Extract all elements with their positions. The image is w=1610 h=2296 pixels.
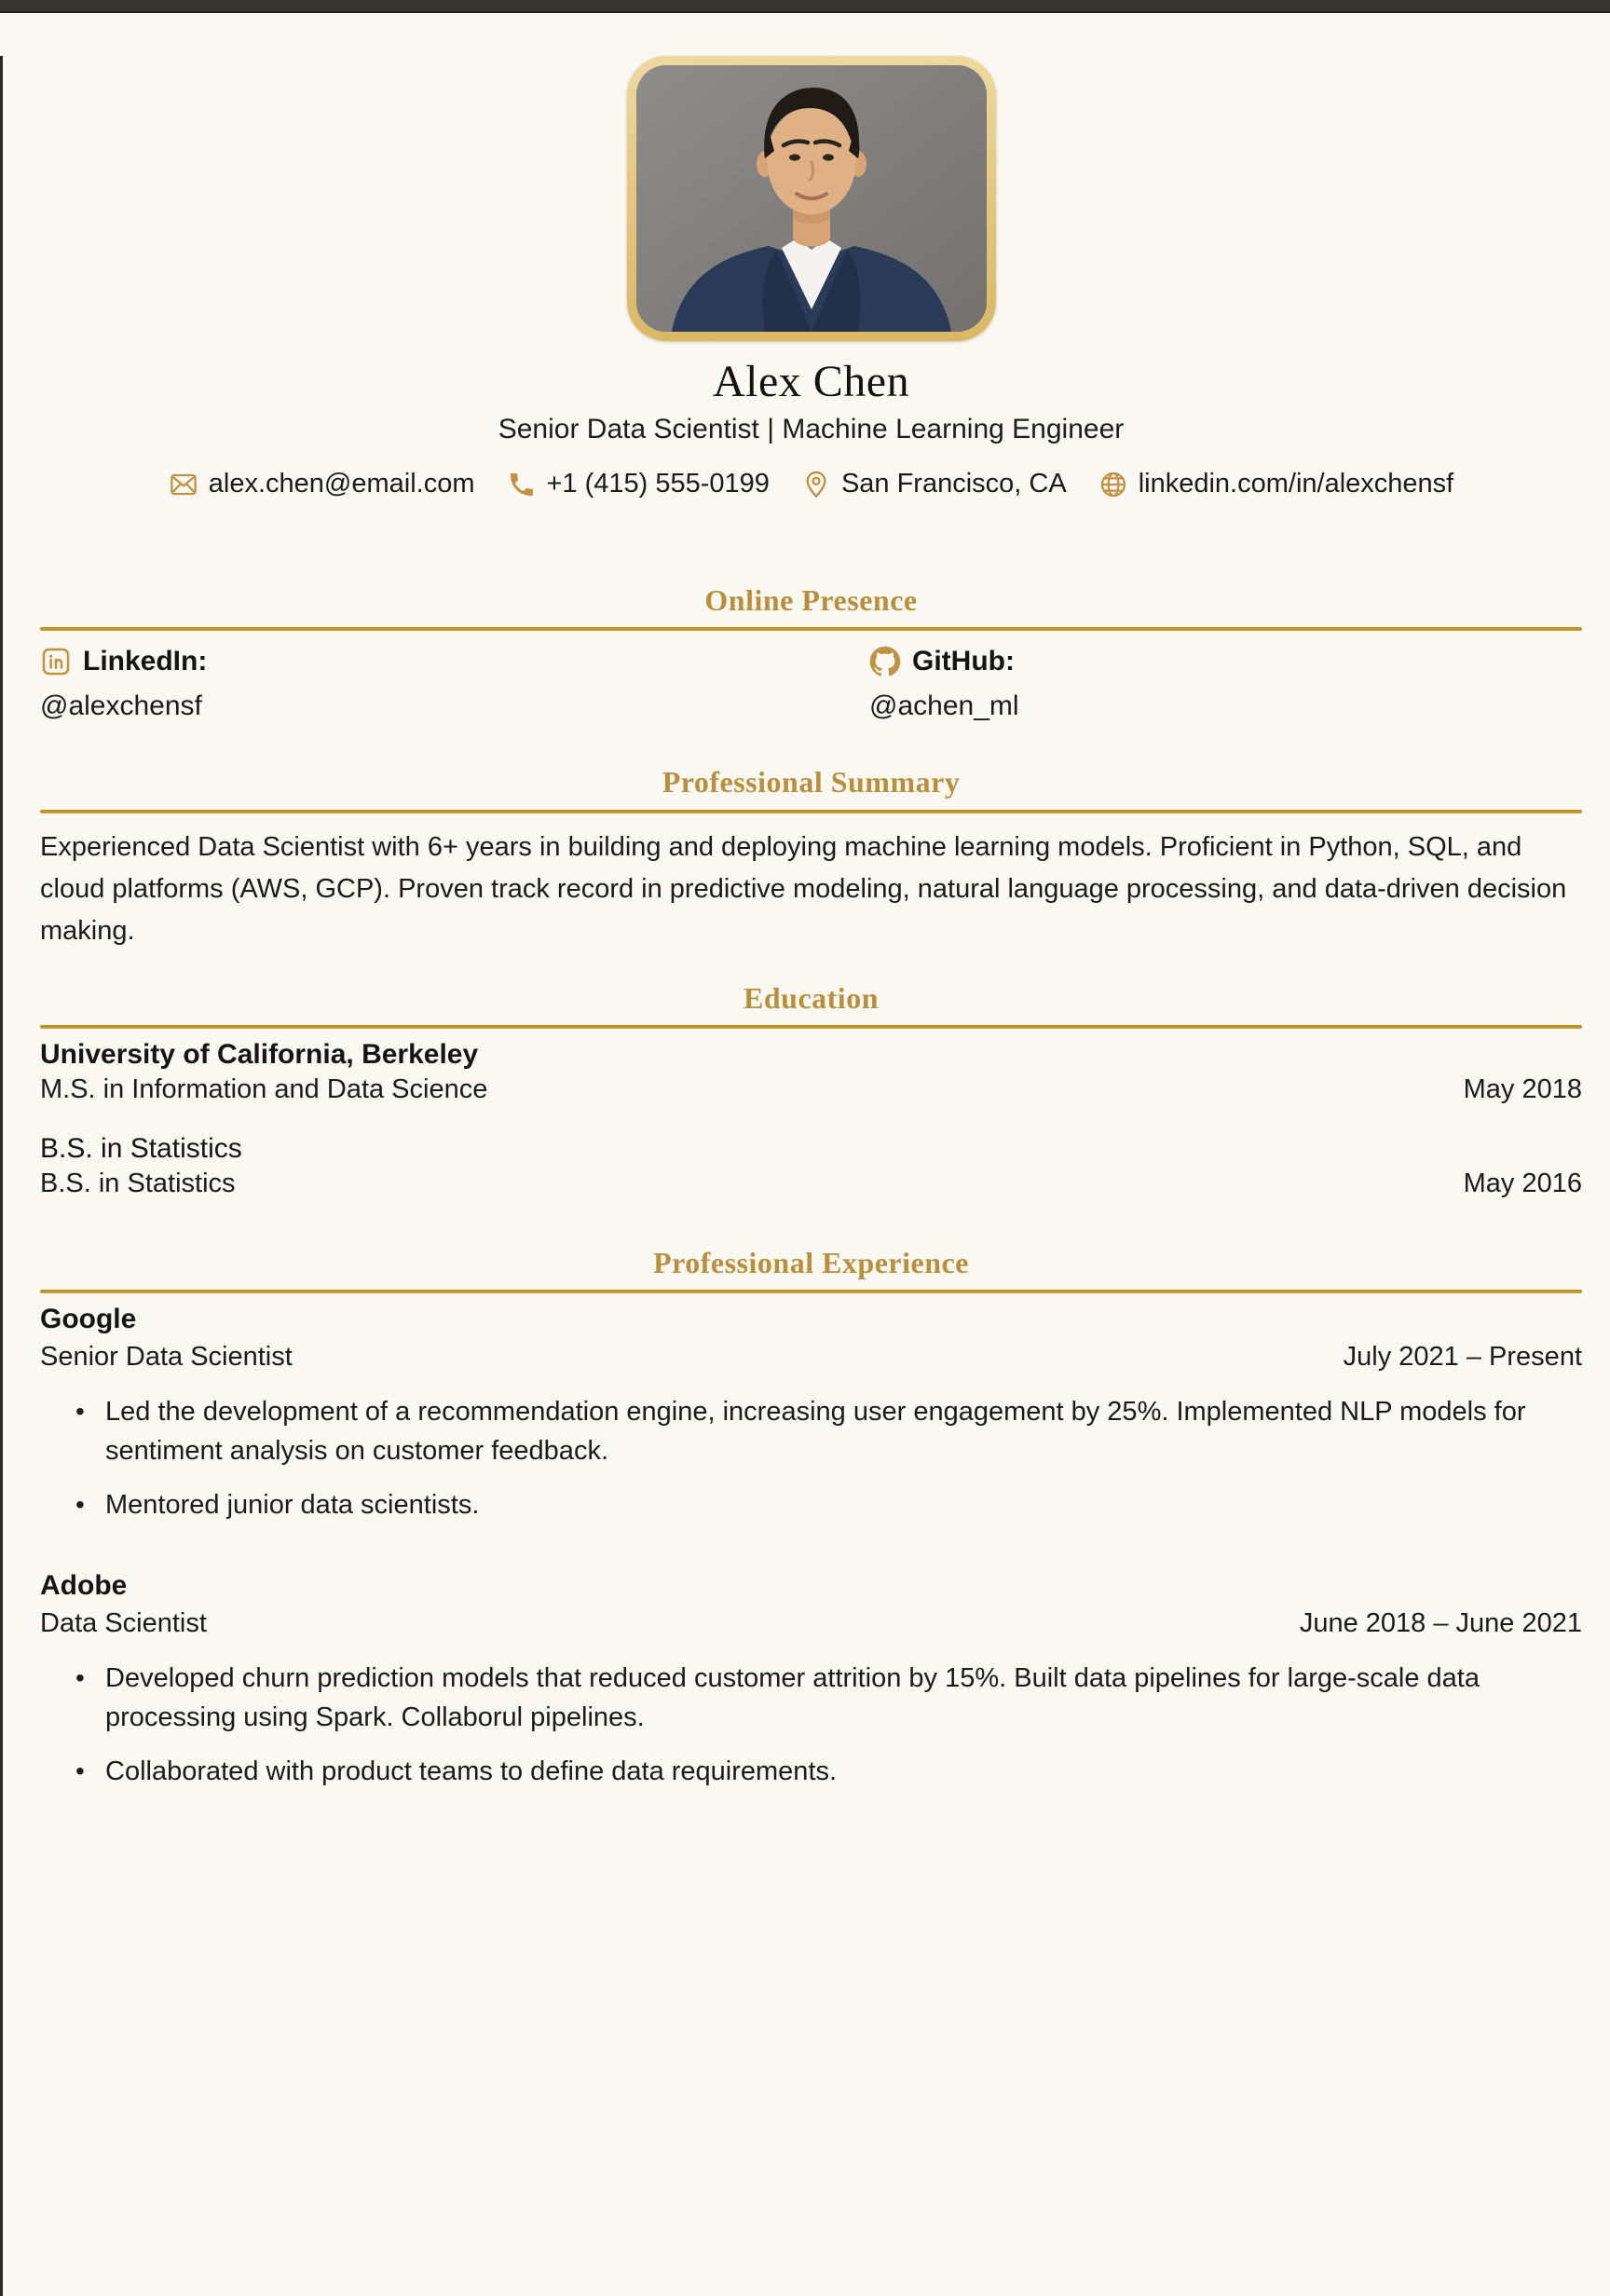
experience-entry-adobe bbox=[40, 1567, 1582, 1791]
education-degree: B.S. in Statistics bbox=[40, 1168, 236, 1199]
email-icon bbox=[169, 470, 198, 499]
contact-phone bbox=[507, 467, 770, 502]
profile-photo-frame bbox=[627, 56, 996, 341]
education-date: May 2016 bbox=[1463, 1168, 1582, 1199]
profile-github-handle: @achen_ml bbox=[869, 690, 1019, 722]
contact-email bbox=[169, 467, 475, 502]
experience-entry-google bbox=[40, 1301, 1582, 1524]
section-education bbox=[40, 980, 1582, 1202]
github-icon bbox=[869, 646, 901, 677]
experience-bullet: • Mentored junior data scientists. bbox=[40, 1485, 1582, 1524]
section-heading-online-presence: Online Presence bbox=[704, 582, 918, 617]
experience-role-row bbox=[40, 1605, 1582, 1642]
education-date: May 2018 bbox=[1463, 1074, 1582, 1105]
experience-dates: June 2018 – June 2021 bbox=[1299, 1608, 1582, 1639]
phone-icon bbox=[507, 470, 537, 499]
education-entry bbox=[40, 1038, 1582, 1108]
section-professional-experience bbox=[40, 1245, 1582, 1791]
experience-bullets bbox=[40, 1659, 1582, 1791]
education-institution: University of California, Berkeley bbox=[40, 1039, 479, 1071]
section-heading-professional-experience: Professional Experience bbox=[653, 1246, 969, 1280]
experience-bullets bbox=[40, 1392, 1582, 1524]
contact-location-text: San Francisco, CA bbox=[840, 469, 1067, 499]
section-heading-professional-summary: Professional Summary bbox=[662, 765, 961, 800]
experience-bullet: • Led the development of a recommendation engine, increasing user engagement by 25%. Implemented NLP models for sentiment analysis on customer feedback. bbox=[40, 1392, 1582, 1470]
education-degree-row bbox=[40, 1071, 1582, 1108]
globe-icon bbox=[1098, 470, 1128, 499]
portrait-illustration bbox=[636, 65, 987, 332]
contact-location bbox=[801, 467, 1067, 502]
education-degree-row bbox=[40, 1165, 1582, 1202]
linkedin-icon bbox=[40, 646, 72, 677]
profile-github-label: GitHub: bbox=[912, 646, 1015, 677]
window-top-bar bbox=[0, 0, 1610, 13]
education-institution: B.S. in Statistics bbox=[40, 1133, 242, 1165]
contact-email-text: alex.chen@email.com bbox=[208, 469, 475, 499]
profile-github bbox=[869, 646, 1582, 722]
contact-website bbox=[1098, 467, 1454, 502]
experience-role: Data Scientist bbox=[40, 1608, 207, 1639]
experience-role: Senior Data Scientist bbox=[40, 1342, 293, 1373]
location-icon bbox=[801, 470, 831, 499]
profile-linkedin-label-row bbox=[40, 646, 869, 677]
profile-linkedin bbox=[40, 646, 869, 722]
education-degree: M.S. in Information and Data Science bbox=[40, 1074, 488, 1105]
section-rule bbox=[40, 627, 1582, 631]
education-entries bbox=[40, 1038, 1582, 1202]
education-entry bbox=[40, 1132, 1582, 1202]
profile-github-label-row bbox=[869, 646, 1582, 677]
experience-entries bbox=[40, 1301, 1582, 1791]
summary-text: Experienced Data Scientist with 6+ years in building and deploying machine learning models. Proficient in Python, SQL, and cloud platforms (AWS, GCP). Proven track record in predictive modeling, natural language processing, and data-driven decision making. bbox=[40, 831, 1567, 946]
profile-photo bbox=[636, 65, 987, 332]
section-professional-summary bbox=[40, 764, 1582, 951]
experience-role-row bbox=[40, 1338, 1582, 1375]
experience-dates: July 2021 – Present bbox=[1343, 1342, 1582, 1373]
candidate-title: Senior Data Scientist | Machine Learning Engineer bbox=[498, 414, 1125, 445]
section-rule bbox=[40, 1025, 1582, 1029]
section-heading-education: Education bbox=[744, 980, 879, 1015]
resume-page bbox=[0, 56, 1610, 2296]
profiles-grid bbox=[40, 646, 1582, 722]
contact-website-text: linkedin.com/in/alexchensf bbox=[1138, 469, 1454, 499]
contact-row bbox=[40, 467, 1582, 502]
experience-bullet: • Developed churn prediction models that reduced customer attrition by 15%. Built data pipelines for large-scale data processing using Spark. Collaborul pipelines. bbox=[40, 1659, 1582, 1737]
experience-company: Adobe bbox=[40, 1570, 128, 1602]
experience-bullet: • Collaborated with product teams to define data requirements. bbox=[40, 1752, 1582, 1791]
profile-linkedin-label: LinkedIn: bbox=[83, 646, 208, 677]
contact-phone-text: +1 (415) 555-0199 bbox=[546, 469, 770, 499]
experience-company: Google bbox=[40, 1304, 137, 1335]
section-online-presence bbox=[40, 582, 1582, 722]
candidate-name: Alex Chen bbox=[712, 357, 910, 406]
section-rule bbox=[40, 1290, 1582, 1293]
section-rule bbox=[40, 810, 1582, 813]
profile-linkedin-handle: @alexchensf bbox=[40, 690, 202, 722]
